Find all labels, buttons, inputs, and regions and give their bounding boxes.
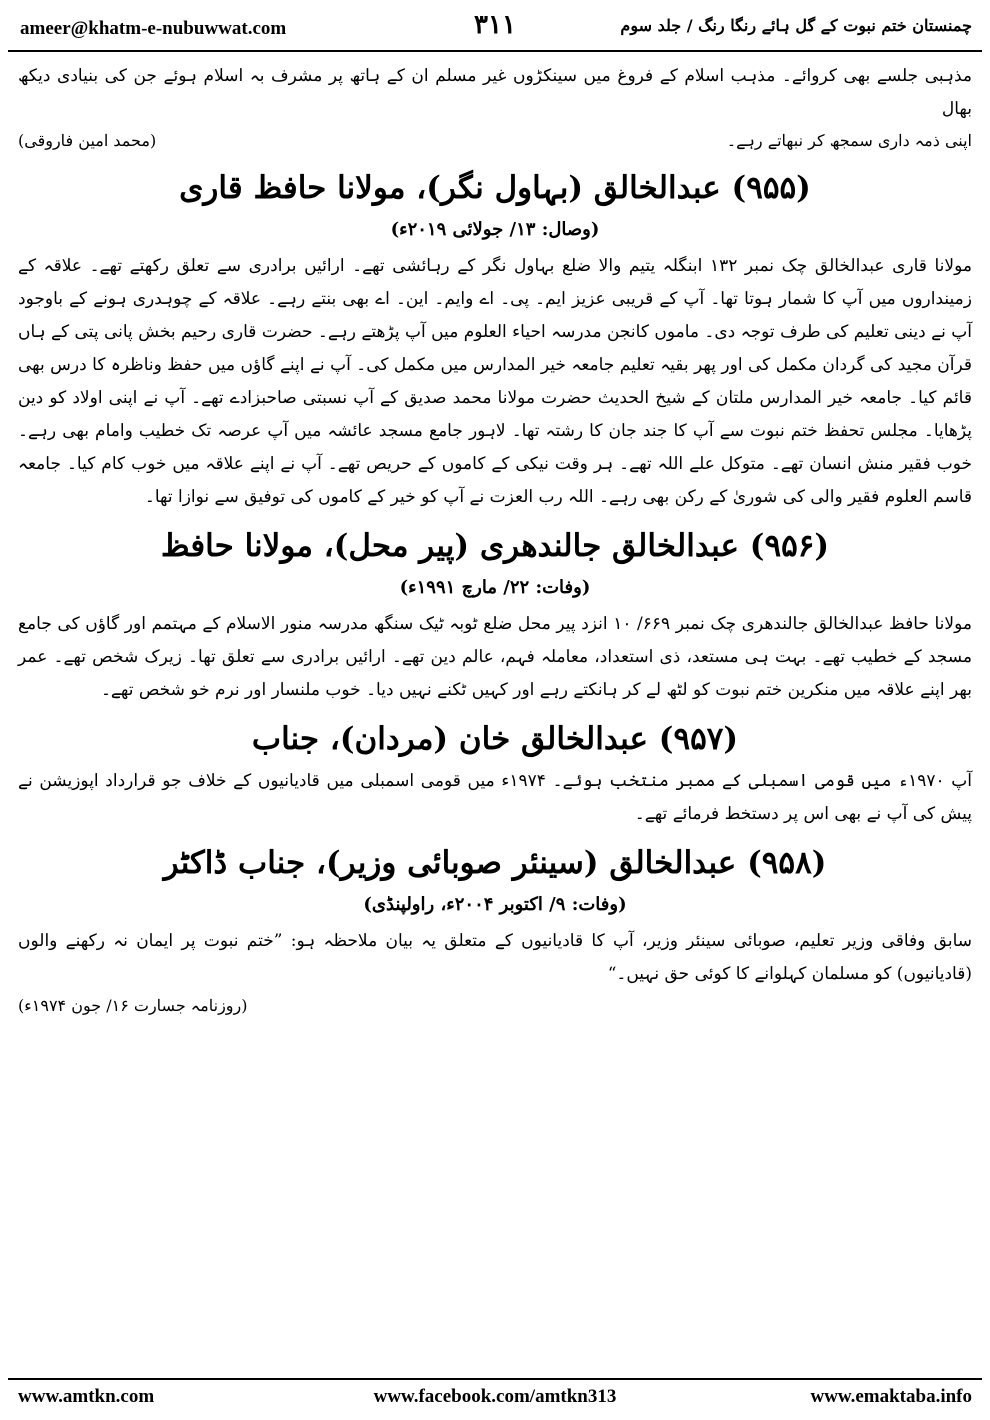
intro-last-line: اپنی ذمہ داری سمجھ کر نبھاتے رہے۔: [726, 131, 972, 150]
intro-paragraph: مذہبی جلسے بھی کروائے۔ مذہب اسلام کے فروغ میں سینکڑوں غیر مسلم ان کے ہاتھ پر مشرف بہ اسلام ہوئے جن کی بنیادی دیکھ بھال: [18, 66, 972, 119]
entry-955: [18, 166, 972, 514]
footer-link-amtkn[interactable]: www.amtkn.com: [18, 1386, 155, 1407]
footer-link-facebook[interactable]: www.facebook.com/amtkn313: [373, 1386, 617, 1407]
page-footer: [8, 1386, 982, 1412]
entry-body: مولانا قاری عبدالخالق چک نمبر ۱۳۲ ابنگلہ یتیم والا ضلع بہاول نگر کے رہائشی تھے۔ ارائیں برادری سے تعلق رکھتے تھے۔ علاقہ کے زمینداروں میں آپ کا شمار ہوتا تھا۔ آپ کے قریبی عزیز ایم۔ پی۔ اے وایم۔ این۔ اے بھی بنتے رہے۔ علاقہ کے چوہدری ہونے کے باوجود آپ نے دینی تعلیم کی طرف توجہ دی۔ ماموں کانجن مدرسہ احیاء العلوم میں آپ پڑھتے رہے۔ حضرت قاری رحیم بخش پانی پتی کے ہاں قرآن مجید کی گردان مکمل کی اور پھر بقیہ تعلیم جامعہ خیر المدارس میں مکمل کی۔ آپ نے اپنے گاؤں میں حفظ وناظرہ کا درس بھی قائم کیا۔ جامعہ خیر المدارس ملتان کے شیخ الحدیث حضرت مولانا محمد صدیق کے آپ نسبتی صاحبزادے تھے۔ آپ نے اپنی اولاد کو دین پڑھایا۔ مجلس تحفظ ختم نبوت سے آپ کا جند جان کا رشتہ تھا۔ لاہور جامع مسجد عائشہ میں آپ عرصہ تک خطیب وامام بھی رہے۔ خوب فقیر منش انسان تھے۔ متوکل علے اللہ تھے۔ ہر وقت نیکی کے کاموں کے حریص تھے۔ آپ نے اپنے علاقہ میں خوب کام کیا۔ جامعہ قاسم العلوم فقیر والی کی شوریٰ کے رکن بھی رہے۔ اللہ رب العزت نے آپ کو خیر کے کاموں کی توفیق سے نوازا تھا۔: [18, 256, 972, 507]
entry-956: [18, 524, 972, 707]
entry-heading: (۹۵۸) عبدالخالق (سینئر صوبائی وزیر)، جناب ڈاکٹر: [163, 845, 827, 881]
intro-credit-row: [18, 126, 972, 156]
page-content: [18, 60, 972, 1370]
intro-block: [18, 60, 972, 156]
header-divider: [8, 50, 982, 52]
page-number: ۳۱۱: [474, 10, 516, 40]
entry-date: (وصال: ۱۳/ جولائی ۲۰۱۹ء): [390, 219, 600, 240]
entry-body: مولانا حافظ عبدالخالق جالندھری چک نمبر ۶۶۹/ ۱۰ انزد پیر محل ضلع ٹوبہ ٹیک سنگھ مدرسہ منور الاسلام کے مہتمم اور گاؤں کی جامع مسجد کے خطیب تھے۔ بہت ہی مستعد، ذی استعداد، معاملہ فہم، عالم دین تھے۔ ارائیں برادری سے تعلق تھا۔ زیرک شخص تھے۔ عمر بھر اپنے علاقہ میں منکرین ختم نبوت کو لٹھ لے کر ہانکتے رہے اور کہیں ٹکنے نہیں دیا۔ خوب ملنسار اور نرم خو شخص تھے۔: [18, 614, 972, 700]
book-title: چمنستان ختم نبوت کے گل ہائے رنگا رنگ / جلد سوم: [620, 16, 972, 35]
entry-credit: (روزنامہ جسارت ۱۶/ جون ۱۹۷۴ء): [18, 996, 248, 1015]
page-header: [8, 8, 982, 50]
footer-link-emaktaba[interactable]: www.emaktaba.info: [810, 1386, 972, 1407]
header-email: ameer@khatm-e-nubuwwat.com: [20, 18, 287, 39]
entry-958: [18, 841, 972, 1021]
entry-credit-row: [18, 991, 972, 1021]
entry-heading: (۹۵۶) عبدالخالق جالندھری (پیر محل)، مولانا حافظ: [160, 528, 830, 564]
entry-957: [18, 717, 972, 831]
entry-body: آپ ۱۹۷۰ء میں قومی اسمبلی کے ممبر منتخب ہوئے۔ ۱۹۷۴ء میں قومی اسمبلی میں قادیانیوں کے خلاف جو قرارداد اپوزیشن نے پیش کی آپ نے بھی اس پر دستخط فرمائے تھے۔: [18, 771, 972, 824]
entry-body: سابق وفاقی وزیر تعلیم، صوبائی سینئر وزیر، آپ کا قادیانیوں کے متعلق یہ بیان ملاحظہ ہو: ”ختم نبوت پر ایمان نہ رکھنے والوں (قادیانیوں) کو مسلمان کہلوانے کا کوئی حق نہیں۔“: [18, 931, 972, 984]
entry-date: (وفات: ۹/ اکتوبر ۲۰۰۴ء، راولپنڈی): [363, 894, 627, 915]
entry-date: (وفات: ۲۲/ مارچ ۱۹۹۱ء): [399, 577, 591, 598]
entry-heading: (۹۵۵) عبدالخالق (بہاول نگر)، مولانا حافظ قاری: [179, 170, 811, 206]
entry-heading: (۹۵۷) عبدالخالق خان (مردان)، جناب: [251, 721, 739, 757]
footer-divider: [8, 1378, 982, 1380]
intro-credit: (محمد امین فاروقی): [18, 131, 157, 150]
